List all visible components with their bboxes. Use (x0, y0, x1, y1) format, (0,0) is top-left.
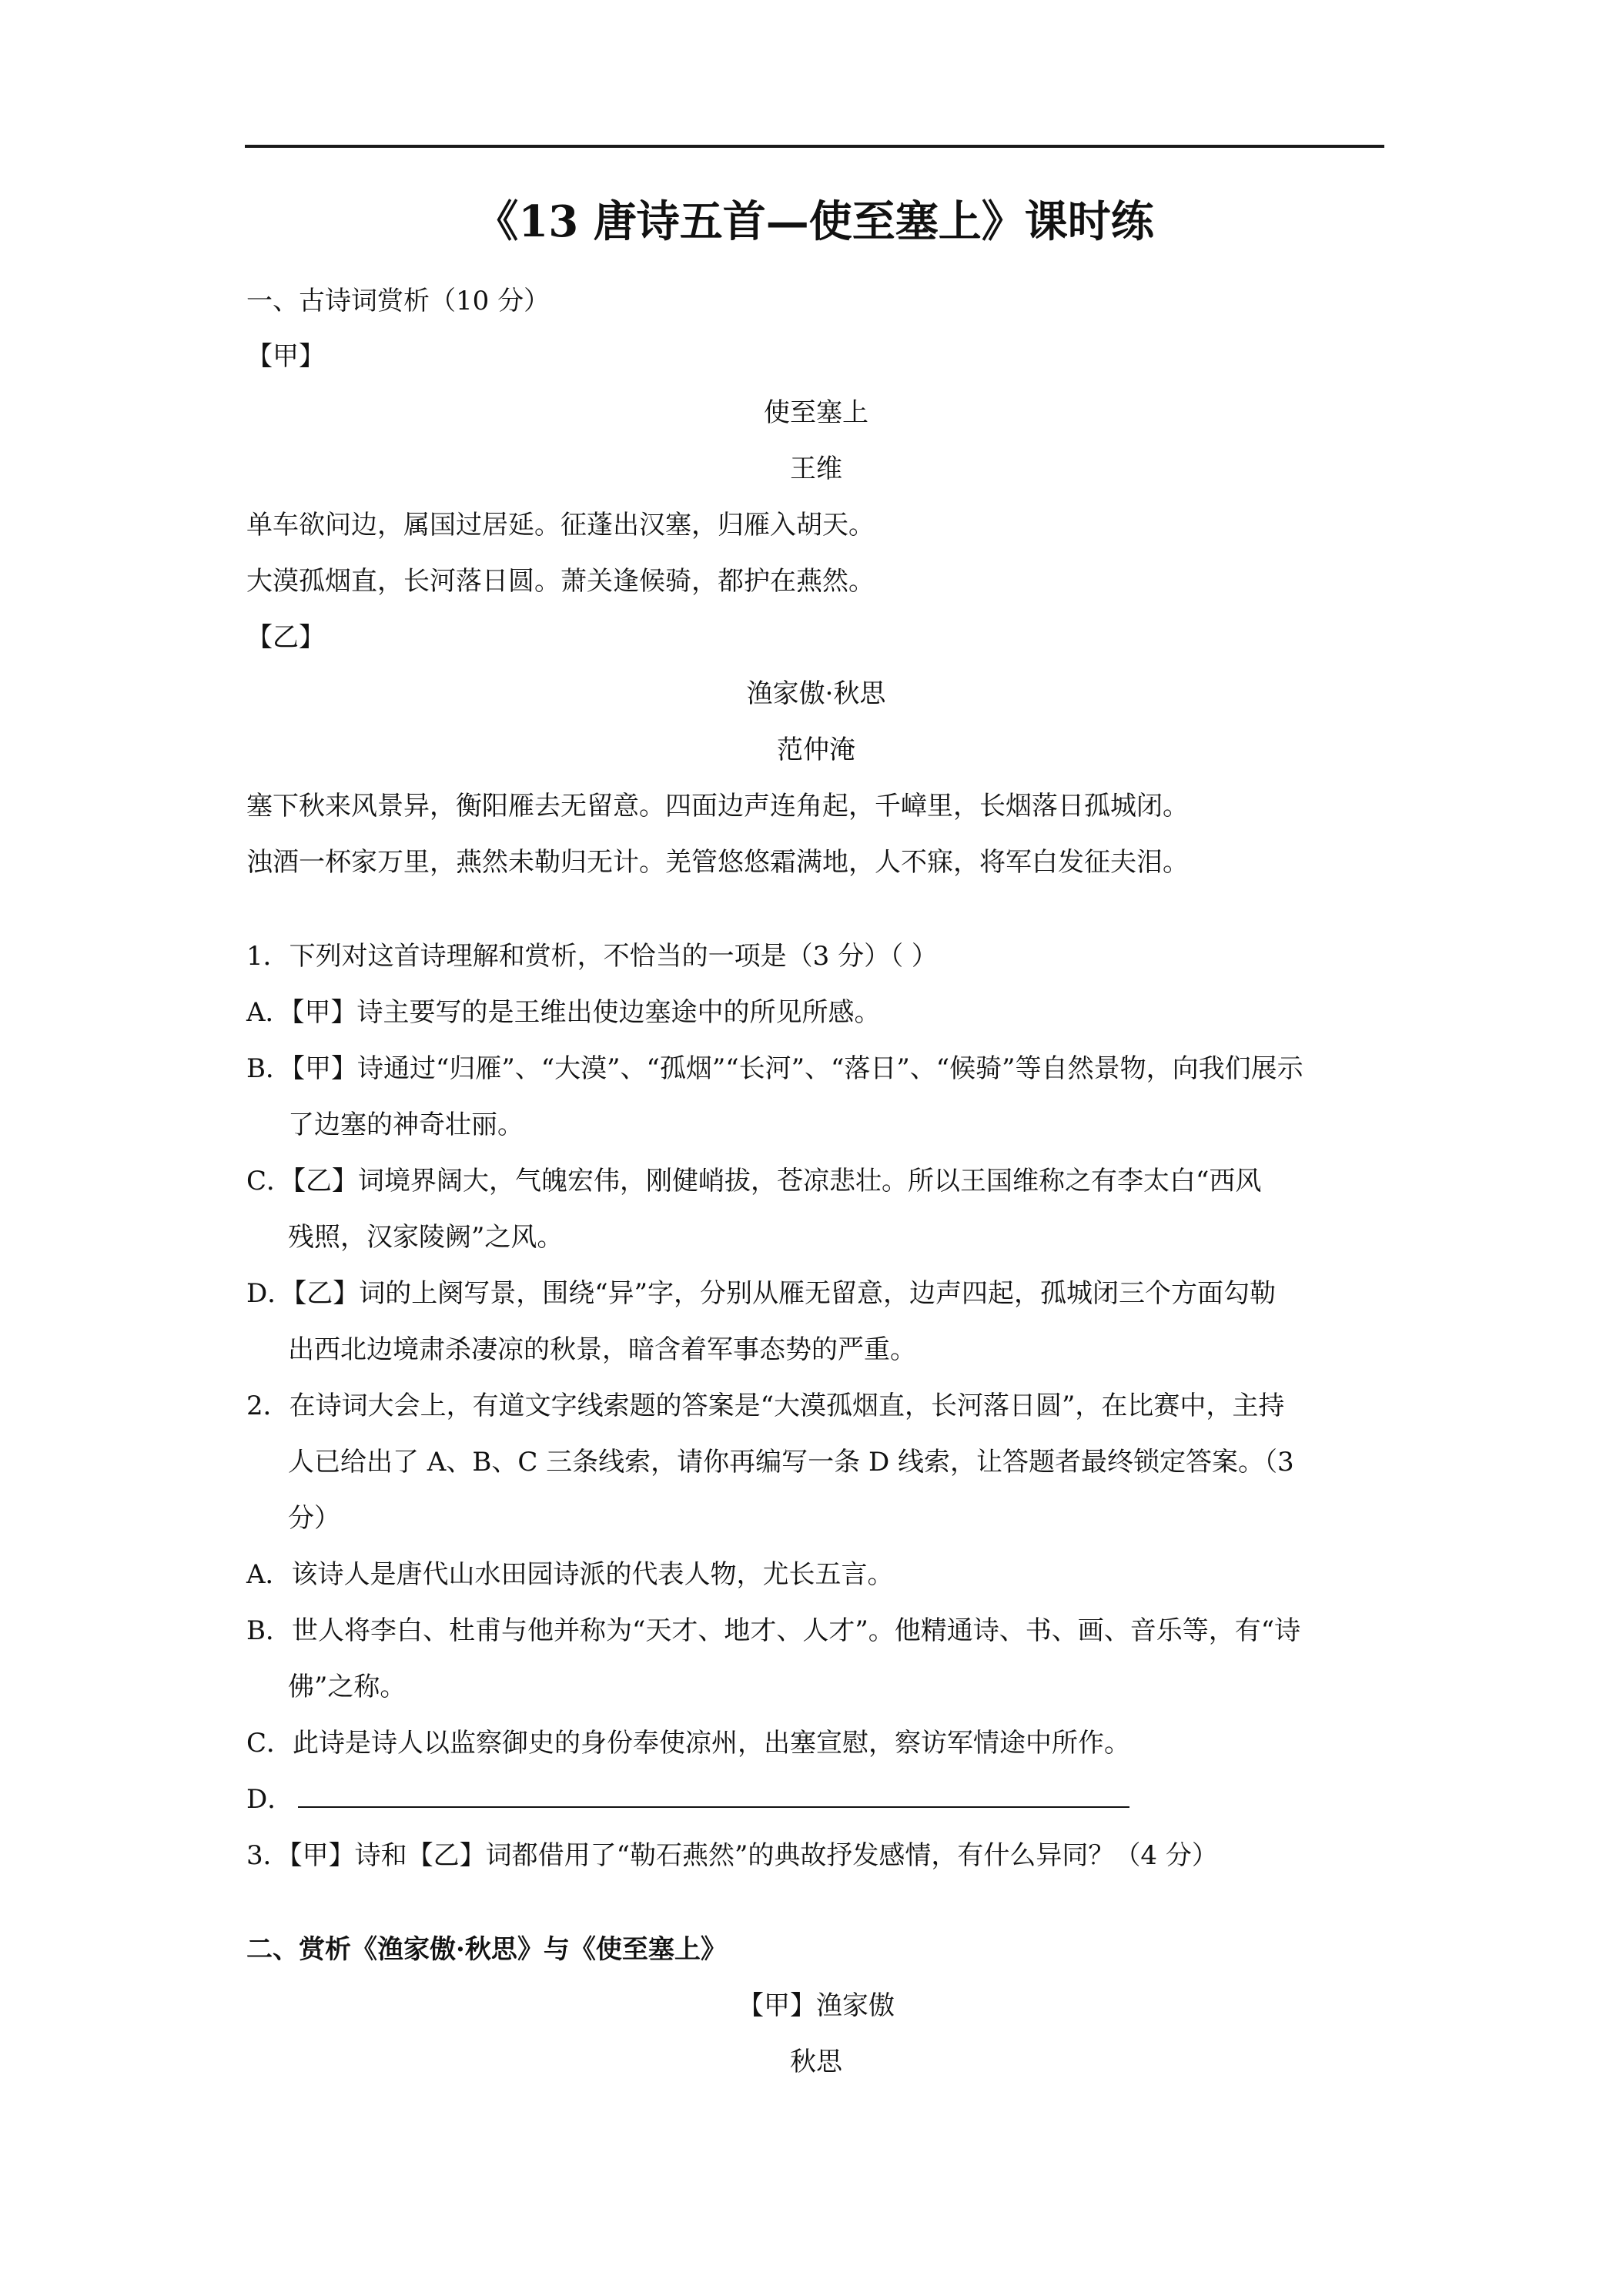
jia-label: 【甲】 (246, 341, 325, 372)
q2-stem-line-2: 人已给出了 A、B、C 三条线索，请你再编写一条 D 线索，让答题者最终锁定答案。（3 (288, 1447, 1294, 1478)
jia-poem-author: 王维 (790, 454, 842, 484)
q2-stem-line-1: 2．在诗词大会上，有道文字线索题的答案是“大漠孤烟直，长河落日圆”，在比赛中，主持 (246, 1391, 1285, 1421)
section2-heading: 二、赏析《渔家傲·秋思》与《使至塞上》 (246, 1934, 727, 1965)
jia-poem-line-1: 单车欲问边，属国过居延。征蓬出汉塞，归雁入胡天。 (246, 510, 875, 541)
q1-stem: 1．下列对这首诗理解和赏析，不恰当的一项是（3 分）（ ） (246, 941, 938, 972)
q1-option-d-line-2: 出西北边境肃杀凄凉的秋景，暗含着军事态势的严重。 (288, 1334, 916, 1365)
header-rule (245, 145, 1384, 148)
yi-poem-line-1: 塞下秋来风景异，衡阳雁去无留意。四面边声连角起，千嶂里，长烟落日孤城闭。 (246, 791, 1189, 822)
q2-clue-b-line-1: B．世人将李白、杜甫与他并称为“天才、地才、人才”。他精通诗、书、画、音乐等，有“诗 (246, 1615, 1301, 1646)
q1-option-d-line-1: D．【乙】词的上阕写景，围绕“异”字，分别从雁无留意，边声四起，孤城闭三个方面勾勒 (246, 1278, 1277, 1309)
yi-label: 【乙】 (246, 622, 325, 653)
jia-poem-line-2: 大漠孤烟直，长河落日圆。萧关逢候骑，都护在燕然。 (246, 566, 875, 597)
q2-clue-c: C．此诗是诗人以监察御史的身份奉使凉州，出塞宣慰，察访军情途中所作。 (246, 1728, 1131, 1759)
q1-option-a: A．【甲】诗主要写的是王维出使边塞途中的所见所感。 (246, 997, 881, 1028)
yi-poem-author: 范仲淹 (777, 735, 855, 765)
yi-poem-line-2: 浊酒一杯家万里，燕然未勒归无计。羌管悠悠霜满地，人不寐，将军白发征夫泪。 (246, 847, 1189, 878)
section2-jia-title: 【甲】渔家傲 (738, 1990, 895, 2021)
section2-jia-subtitle: 秋思 (790, 2047, 842, 2077)
q3-stem: 3．【甲】诗和【乙】词都借用了“勒石燕然”的典故抒发感情，有什么异同？（4 分） (246, 1840, 1218, 1871)
q2-clue-b-line-2: 佛”之称。 (288, 1672, 407, 1702)
q2-clue-d (246, 1781, 1386, 1818)
q2-answer-blank[interactable] (298, 1783, 1129, 1808)
page-title: 《13 唐诗五首—使至塞上》课时练 (475, 196, 1154, 247)
q1-option-c-line-1: C．【乙】词境界阔大，气魄宏伟，刚健峭拔，苍凉悲壮。所以王国维称之有李太白“西风 (246, 1166, 1262, 1197)
jia-poem-title: 使至塞上 (764, 397, 868, 428)
q1-option-b-line-1: B．【甲】诗通过“归雁”、“大漠”、“孤烟”“长河”、“落日”、“候骑”等自然景物，向我们展示 (246, 1053, 1303, 1084)
q1-option-c-line-2: 残照，汉家陵阙”之风。 (288, 1222, 564, 1253)
q1-option-b-line-2: 了边塞的神奇壮丽。 (288, 1110, 524, 1140)
section1-heading: 一、古诗词赏析（10 分） (246, 286, 550, 316)
q2-stem-line-3: 分） (288, 1503, 340, 1534)
q2-clue-d-label: D． (246, 1784, 294, 1815)
yi-poem-title: 渔家傲·秋思 (746, 678, 886, 709)
q2-clue-a: A．该诗人是唐代山水田园诗派的代表人物，尤长五言。 (246, 1559, 894, 1590)
